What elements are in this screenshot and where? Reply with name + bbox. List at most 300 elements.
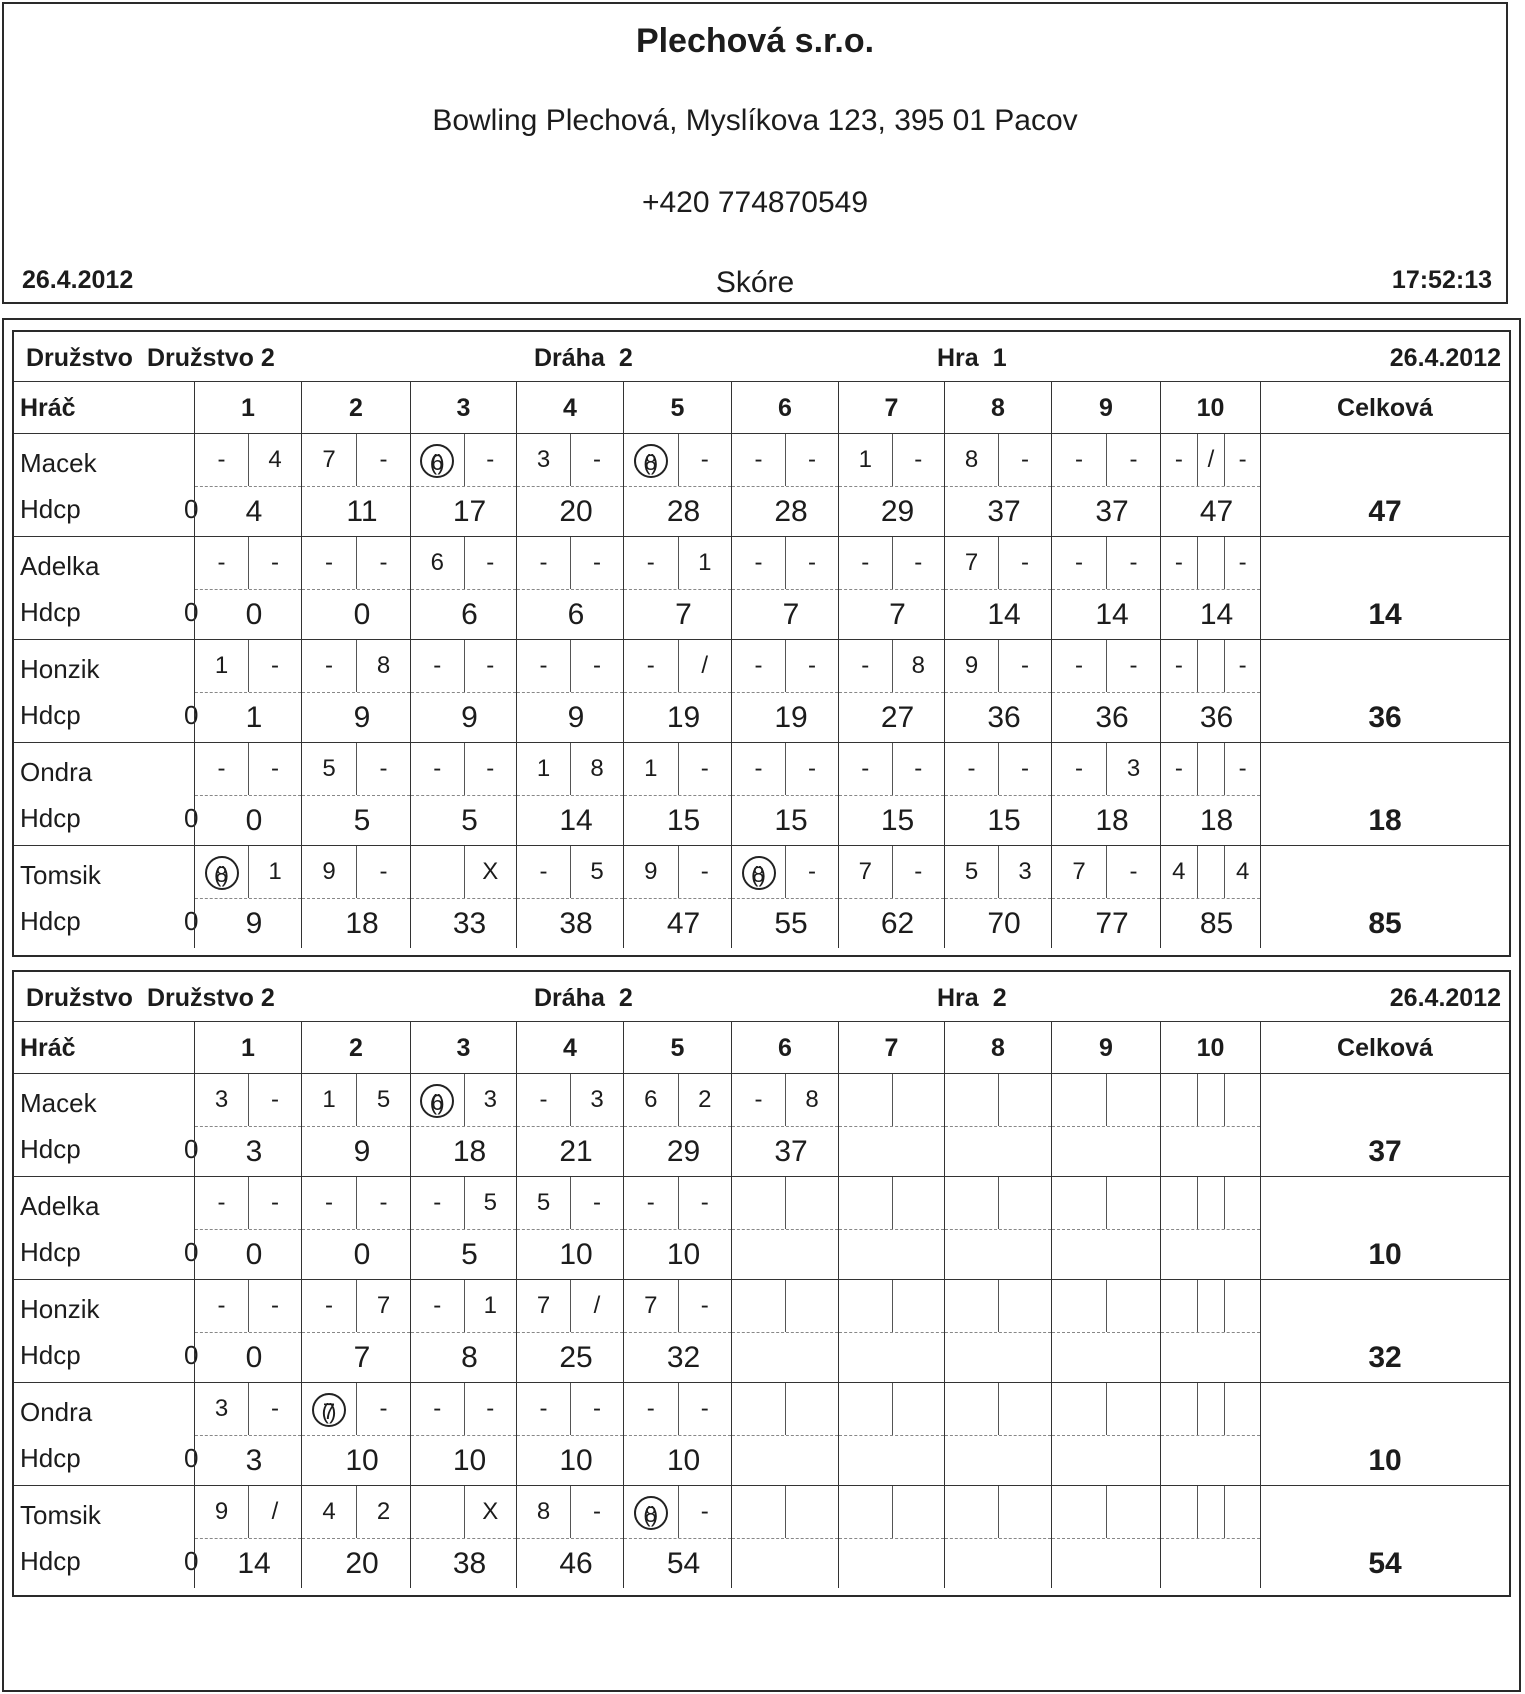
ball-result: 6	[430, 549, 444, 576]
game-heading	[937, 344, 1007, 373]
lane-heading	[534, 344, 633, 373]
total-score: 18	[1368, 804, 1402, 837]
frame-balls	[517, 743, 623, 796]
running-score: 62	[880, 907, 915, 940]
frame-cell	[516, 743, 623, 845]
handicap-value: 0	[184, 1340, 199, 1370]
running-score: 19	[666, 701, 701, 734]
handicap-label: Hdcp	[20, 1340, 81, 1370]
frame-column-header: 9	[1051, 382, 1160, 434]
handicap-label: Hdcp	[20, 494, 81, 524]
ball-result	[732, 1383, 785, 1435]
frame-cell	[623, 537, 731, 639]
ball-result: -	[248, 1177, 301, 1229]
running-score: 5	[353, 804, 371, 837]
frame-cell	[731, 1177, 838, 1279]
ball-result: -	[754, 755, 763, 782]
frame-column-header: 7	[838, 1022, 944, 1074]
ball-result: 8	[785, 1074, 838, 1126]
running-score	[732, 1231, 838, 1279]
running-score: 17	[452, 495, 487, 528]
player-name: Macek	[20, 1088, 97, 1118]
total-score: 36	[1368, 701, 1402, 734]
ball-result	[1052, 1280, 1106, 1332]
ball-result	[1161, 1383, 1197, 1435]
frame-cell	[516, 434, 623, 536]
ball-result: -	[464, 434, 517, 486]
player-column-header: Hráč	[20, 1034, 76, 1062]
running-score: 0	[353, 1238, 371, 1271]
running-score: 29	[666, 1135, 701, 1168]
player-name: Honzik	[20, 1294, 100, 1324]
ball-result: 4	[1172, 858, 1186, 885]
player-row	[14, 640, 1509, 743]
ball-result: -	[998, 537, 1051, 589]
ball-result: -	[678, 1280, 732, 1332]
player-name: Ondra	[20, 757, 93, 787]
running-score: 38	[559, 907, 593, 940]
player-row	[14, 1074, 1509, 1177]
ball-result: -	[785, 640, 838, 692]
ball-result: 8	[356, 640, 410, 692]
running-score: 18	[345, 907, 379, 940]
frame-balls	[517, 537, 623, 590]
frame-balls	[732, 846, 838, 899]
ball-result	[411, 846, 464, 898]
frame-cell	[944, 640, 1051, 742]
frame-cell	[301, 743, 410, 845]
frame-cell	[194, 434, 301, 536]
ball-result: -	[678, 743, 732, 795]
frame-balls	[1052, 640, 1160, 693]
running-score: 10	[666, 1238, 701, 1271]
frame-cell	[194, 1074, 301, 1176]
ball-result: 5	[536, 1189, 551, 1216]
frame-balls	[411, 846, 516, 899]
frame-cell	[410, 1177, 516, 1279]
frame-balls	[411, 1074, 516, 1127]
running-score	[945, 1540, 1051, 1588]
frame-cell	[944, 846, 1051, 948]
running-score: 18	[452, 1135, 487, 1168]
frame-balls	[839, 1383, 944, 1436]
ball-result	[785, 1486, 838, 1538]
ball-result: 5	[964, 858, 979, 885]
frame-cell	[410, 743, 516, 845]
frame-cell	[301, 1074, 410, 1176]
ball-result: 3	[536, 446, 551, 473]
frame-balls	[839, 537, 944, 590]
frame-balls	[517, 1177, 623, 1230]
ball-result: -	[570, 1177, 623, 1229]
company-name: Plechová s.r.o.	[635, 22, 875, 60]
frame-balls	[195, 640, 301, 693]
running-score: 28	[666, 495, 701, 528]
split-marker: (8)	[205, 856, 239, 890]
ball-result: -	[570, 537, 623, 589]
frame-balls	[302, 537, 410, 590]
ball-result	[1106, 1177, 1160, 1229]
running-score: 6	[461, 598, 478, 631]
split-marker: (8)	[634, 444, 668, 478]
running-score: 33	[452, 907, 487, 940]
frame-balls	[195, 537, 301, 590]
running-score: 15	[880, 804, 915, 837]
frame-cell	[1051, 1280, 1160, 1382]
player-row	[14, 743, 1509, 846]
frame-cell	[623, 1486, 731, 1588]
column-header-row	[14, 1022, 1509, 1074]
frame-balls	[732, 1486, 838, 1539]
frame-cell	[838, 743, 944, 845]
total-score: 10	[1368, 1444, 1402, 1477]
ball-result	[1052, 1074, 1106, 1126]
game-title-row	[14, 972, 1509, 1022]
ball-result: -	[325, 652, 333, 679]
running-score: 37	[987, 495, 1021, 528]
handicap-label: Hdcp	[20, 906, 81, 936]
player-name: Adelka	[20, 551, 100, 581]
running-score: 3	[245, 1444, 263, 1477]
running-score: 5	[461, 1238, 478, 1271]
ball-result: 9	[964, 652, 979, 679]
running-score: 1	[245, 701, 263, 734]
ball-result: -	[1075, 446, 1083, 473]
frame-balls	[517, 1074, 623, 1127]
game-date: 26.4.2012	[1389, 984, 1501, 1012]
frame-column-header: 5	[623, 382, 731, 434]
frame-column-header: 9	[1051, 1022, 1160, 1074]
frame-cell	[1051, 846, 1160, 948]
running-score: 85	[1199, 907, 1234, 940]
total-cell	[1260, 846, 1509, 948]
running-score	[1052, 1334, 1160, 1382]
running-score: 20	[559, 495, 593, 528]
ball-result: -	[539, 549, 548, 576]
ball-result: /	[248, 1486, 301, 1538]
frame-balls	[411, 743, 516, 796]
frame-balls	[302, 1280, 410, 1333]
ball-result: 5	[322, 755, 336, 782]
frame-balls	[411, 1383, 516, 1436]
frame-balls	[195, 434, 301, 487]
frame-balls	[624, 1177, 731, 1230]
frame-balls	[732, 537, 838, 590]
handicap-label: Hdcp	[20, 1134, 81, 1164]
running-score: 3	[245, 1135, 263, 1168]
ball-result: 7	[536, 1292, 551, 1319]
player-column-header: Hráč	[20, 394, 76, 422]
running-score: 7	[353, 1341, 371, 1374]
frame-cell	[838, 1280, 944, 1382]
frame-cell	[1051, 1074, 1160, 1176]
total-cell	[1260, 1383, 1509, 1485]
running-score	[1161, 1231, 1260, 1279]
ball-result: -	[892, 743, 945, 795]
ball-result: -	[785, 743, 838, 795]
ball-result	[1106, 1383, 1160, 1435]
frame-balls	[1161, 1383, 1260, 1436]
ball-result: X	[464, 846, 517, 898]
frame-cell	[194, 743, 301, 845]
running-score: 10	[345, 1444, 379, 1477]
player-row	[14, 537, 1509, 640]
frame-cell	[516, 1280, 623, 1382]
frame-column-header: 8	[944, 1022, 1051, 1074]
ball-result: 4	[248, 434, 301, 486]
ball-result: -	[433, 1395, 442, 1422]
player-row	[14, 1486, 1509, 1589]
running-score: 7	[782, 598, 800, 631]
ball-result: -	[433, 1292, 442, 1319]
frame-balls	[945, 640, 1051, 693]
ball-result: 1	[858, 446, 872, 473]
ball-result: -	[785, 846, 838, 898]
column-header-row	[14, 382, 1509, 434]
running-score: 38	[452, 1547, 487, 1580]
ball-result: -	[861, 652, 870, 679]
ball-result: 3	[214, 1395, 229, 1422]
frame-column-header: 8	[944, 382, 1051, 434]
frame-cell	[1160, 1074, 1260, 1176]
frame-cell	[301, 1383, 410, 1485]
player-row	[14, 1383, 1509, 1486]
game-label: Hra	[937, 344, 979, 372]
running-score: 36	[1199, 701, 1234, 734]
ball-result: -	[356, 537, 410, 589]
running-score: 14	[987, 598, 1021, 631]
player-name: Honzik	[20, 654, 100, 684]
print-date: 26.4.2012	[22, 266, 134, 294]
frame-balls	[839, 1280, 944, 1333]
running-score: 0	[245, 1341, 263, 1374]
frame-balls	[839, 846, 944, 899]
frame-balls	[732, 1280, 838, 1333]
frame-cell	[194, 1177, 301, 1279]
ball-result	[1224, 1486, 1260, 1538]
ball-result: 3	[464, 1074, 517, 1126]
running-score: 10	[559, 1238, 593, 1271]
running-score: 5	[461, 804, 478, 837]
lane-number: 2	[618, 344, 633, 372]
running-score: 7	[675, 598, 692, 631]
frame-cell	[1051, 434, 1160, 536]
frame-cell	[731, 743, 838, 845]
frame-balls	[624, 640, 731, 693]
frame-cell	[1160, 743, 1260, 845]
total-cell	[1260, 537, 1509, 639]
running-score: 0	[353, 598, 371, 631]
frame-cell	[194, 1383, 301, 1485]
frame-cell	[194, 640, 301, 742]
running-score: 9	[461, 701, 478, 734]
frame-balls	[195, 743, 301, 796]
ball-result: -	[1075, 549, 1083, 576]
ball-result	[195, 846, 248, 898]
frame-balls	[302, 1074, 410, 1127]
handicap-value: 0	[184, 597, 199, 627]
ball-result: -	[464, 537, 517, 589]
player-row	[14, 1280, 1509, 1383]
game-number: 1	[992, 344, 1007, 372]
running-score: 47	[666, 907, 701, 940]
total-column-header: Celková	[1260, 382, 1509, 434]
ball-result: -	[1224, 537, 1260, 589]
ball-result: -	[1224, 434, 1260, 486]
frame-cell	[194, 537, 301, 639]
frame-cell	[410, 1280, 516, 1382]
ball-result: 1	[322, 1086, 336, 1113]
frame-cell	[944, 1074, 1051, 1176]
ball-result	[732, 1177, 785, 1229]
ball-result: 1	[464, 1280, 517, 1332]
lane-label: Dráha	[534, 984, 605, 1012]
running-score: 37	[774, 1135, 808, 1168]
frame-cell	[1160, 1280, 1260, 1382]
running-score: 32	[666, 1341, 701, 1374]
ball-result	[1197, 743, 1225, 795]
ball-result	[1197, 537, 1225, 589]
ball-result	[624, 434, 678, 486]
frame-balls	[624, 537, 731, 590]
ball-result: -	[646, 652, 655, 679]
frame-cell	[623, 846, 731, 948]
ball-result: 7	[644, 1292, 658, 1319]
ball-result: -	[570, 1486, 623, 1538]
total-cell	[1260, 1280, 1509, 1382]
handicap-label: Hdcp	[20, 597, 81, 627]
running-score	[732, 1540, 838, 1588]
frame-cell	[516, 846, 623, 948]
ball-result: /	[678, 640, 732, 692]
ball-result: -	[539, 858, 548, 885]
document-title: Skóre	[715, 266, 795, 299]
ball-result	[1224, 1383, 1260, 1435]
frame-balls	[732, 1383, 838, 1436]
running-score: 25	[559, 1341, 593, 1374]
ball-result	[945, 1486, 998, 1538]
total-score: 14	[1368, 598, 1402, 631]
frame-balls	[839, 1486, 944, 1539]
ball-result	[1052, 1486, 1106, 1538]
frame-balls	[1161, 846, 1260, 899]
receipt-header	[2, 2, 1508, 304]
running-score	[1161, 1437, 1260, 1485]
frame-balls	[945, 434, 1051, 487]
ball-result: -	[248, 1383, 301, 1435]
ball-result: 8	[964, 446, 979, 473]
handicap-label: Hdcp	[20, 1546, 81, 1576]
frame-balls	[1052, 537, 1160, 590]
total-cell	[1260, 1177, 1509, 1279]
ball-result: 1	[678, 537, 732, 589]
frame-balls	[732, 743, 838, 796]
ball-result	[998, 1383, 1051, 1435]
frame-cell	[516, 1486, 623, 1588]
ball-result	[945, 1280, 998, 1332]
ball-result: -	[1106, 640, 1160, 692]
frame-cell	[731, 537, 838, 639]
running-score: 28	[774, 495, 808, 528]
ball-result	[892, 1486, 945, 1538]
frame-cell	[516, 640, 623, 742]
frame-balls	[732, 1177, 838, 1230]
frame-cell	[410, 1074, 516, 1176]
running-score: 4	[245, 495, 263, 528]
ball-result: -	[1224, 743, 1260, 795]
frame-cell	[731, 1280, 838, 1382]
frame-balls	[1161, 743, 1260, 796]
frame-cell	[301, 537, 410, 639]
frame-balls	[1161, 1486, 1260, 1539]
ball-result: -	[217, 1292, 226, 1319]
ball-result: 6	[644, 1086, 658, 1113]
frame-cell	[623, 1177, 731, 1279]
frame-cell	[410, 1383, 516, 1485]
ball-result: -	[892, 434, 945, 486]
frame-cell	[301, 846, 410, 948]
ball-result	[411, 434, 464, 486]
ball-result	[1197, 1486, 1225, 1538]
ball-result	[1161, 1074, 1197, 1126]
frame-balls	[1161, 1280, 1260, 1333]
running-score: 0	[245, 804, 263, 837]
ball-result	[1197, 1383, 1225, 1435]
ball-result	[411, 1074, 464, 1126]
ball-result: -	[678, 1486, 732, 1538]
frame-cell	[838, 1177, 944, 1279]
lane-label: Dráha	[534, 344, 605, 372]
ball-result	[1224, 1177, 1260, 1229]
ball-result: -	[678, 1177, 732, 1229]
player-row	[14, 434, 1509, 537]
frame-cell	[301, 640, 410, 742]
ball-result: 7	[356, 1280, 410, 1332]
frame-balls	[1161, 434, 1260, 487]
frame-balls	[624, 1280, 731, 1333]
ball-result	[945, 1383, 998, 1435]
running-score	[1052, 1128, 1160, 1176]
ball-result: -	[356, 1383, 410, 1435]
frame-balls	[517, 1383, 623, 1436]
ball-result: -	[325, 1292, 333, 1319]
handicap-label: Hdcp	[20, 700, 81, 730]
frame-cell	[516, 1074, 623, 1176]
running-score: 14	[237, 1547, 271, 1580]
frame-cell	[838, 1486, 944, 1588]
running-score	[945, 1231, 1051, 1279]
ball-result: 9	[644, 858, 658, 885]
running-score: 15	[666, 804, 701, 837]
ball-result: 5	[570, 846, 623, 898]
running-score: 55	[774, 907, 808, 940]
ball-result	[1197, 846, 1225, 898]
ball-result	[892, 1074, 945, 1126]
split-marker: (6)	[420, 1084, 454, 1118]
game-date: 26.4.2012	[1389, 344, 1501, 372]
running-score: 29	[880, 495, 915, 528]
frame-balls	[517, 846, 623, 899]
frame-balls	[945, 1486, 1051, 1539]
handicap-value: 0	[184, 494, 199, 524]
running-score	[1161, 1540, 1260, 1588]
frame-cell	[410, 537, 516, 639]
frame-balls	[411, 640, 516, 693]
ball-result	[1106, 1486, 1160, 1538]
ball-result: -	[217, 755, 226, 782]
frame-balls	[945, 1383, 1051, 1436]
team-name: Družstvo 2	[146, 984, 275, 1012]
